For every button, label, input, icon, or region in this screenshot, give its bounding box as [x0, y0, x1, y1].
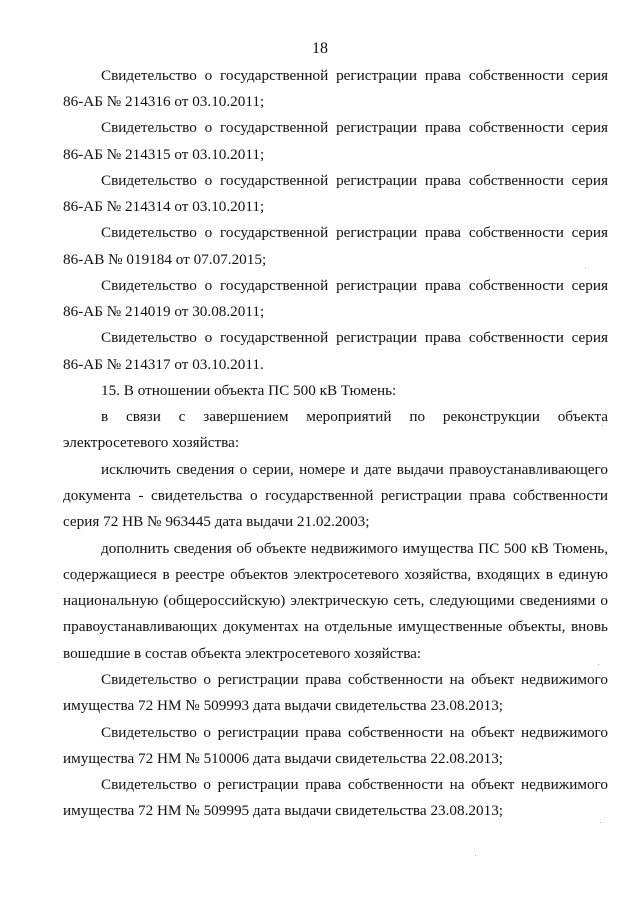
text-line: 86-АВ № 019184 от 07.07.2015;	[63, 251, 267, 268]
scan-speck	[600, 822, 601, 823]
scan-speck	[475, 855, 476, 856]
text-line: Свидетельство о государственной регистрации права собственности серия	[101, 329, 608, 346]
text-line: 86-АБ № 214315 от 03.10.2011;	[63, 146, 265, 163]
text-line: имущества 72 НМ № 510006 дата выдачи свидетельства 22.08.2013;	[63, 750, 504, 767]
text-line: дополнить сведения об объекте недвижимого имущества ПС 500 кВ Тюмень,	[101, 540, 608, 557]
text-line: Свидетельство о государственной регистрации права собственности серия	[101, 67, 608, 84]
text-line: правоустанавливающих документах на отдельные имущественные объекты, вновь	[63, 618, 608, 635]
text-line: содержащиеся в реестре объектов электросетевого хозяйства, входящих в единую	[63, 566, 608, 583]
text-line: вошедшие в состав объекта электросетевого хозяйства:	[63, 645, 422, 662]
text-line: имущества 72 НМ № 509993 дата выдачи свидетельства 23.08.2013;	[63, 697, 504, 714]
text-line: 86-АБ № 214314 от 03.10.2011;	[63, 198, 265, 215]
text-line: Свидетельство о регистрации права собственности на объект недвижимого	[101, 671, 608, 688]
scan-speck	[602, 425, 603, 426]
text-line: Свидетельство о государственной регистрации права собственности серия	[101, 277, 608, 294]
text-line: 86-АБ № 214316 от 03.10.2011;	[63, 93, 265, 110]
text-line: Свидетельство о регистрации права собственности на объект недвижимого	[101, 776, 608, 793]
section-heading: 15. В отношении объекта ПС 500 кВ Тюмень:	[101, 382, 397, 399]
text-line: в связи с завершением мероприятий по реконструкции объекта	[101, 408, 608, 425]
text-line: серия 72 НВ № 963445 дата выдачи 21.02.2003;	[63, 513, 370, 530]
page-number: 18	[312, 40, 328, 57]
text-line: Свидетельство о регистрации права собственности на объект недвижимого	[101, 724, 608, 741]
text-line: исключить сведения о серии, номере и дате выдачи правоустанавливающего	[101, 461, 608, 478]
text-line: Свидетельство о государственной регистрации права собственности серия	[101, 172, 608, 189]
text-line: 86-АБ № 214019 от 30.08.2011;	[63, 303, 265, 320]
scan-speck	[585, 268, 586, 269]
scan-speck	[598, 664, 599, 665]
text-line: Свидетельство о государственной регистрации права собственности серия	[101, 224, 608, 241]
text-line: электросетевого хозяйства:	[63, 434, 240, 451]
text-line: 86-АБ № 214317 от 03.10.2011.	[63, 356, 264, 373]
text-line: документа - свидетельства о государственной регистрации права собственности	[63, 487, 608, 504]
text-line: имущества 72 НМ № 509995 дата выдачи свидетельства 23.08.2013;	[63, 802, 504, 819]
text-line: национальную (общероссийскую) электрическую сеть, следующими сведениями о	[63, 592, 608, 609]
text-line: Свидетельство о государственной регистрации права собственности серия	[101, 119, 608, 136]
